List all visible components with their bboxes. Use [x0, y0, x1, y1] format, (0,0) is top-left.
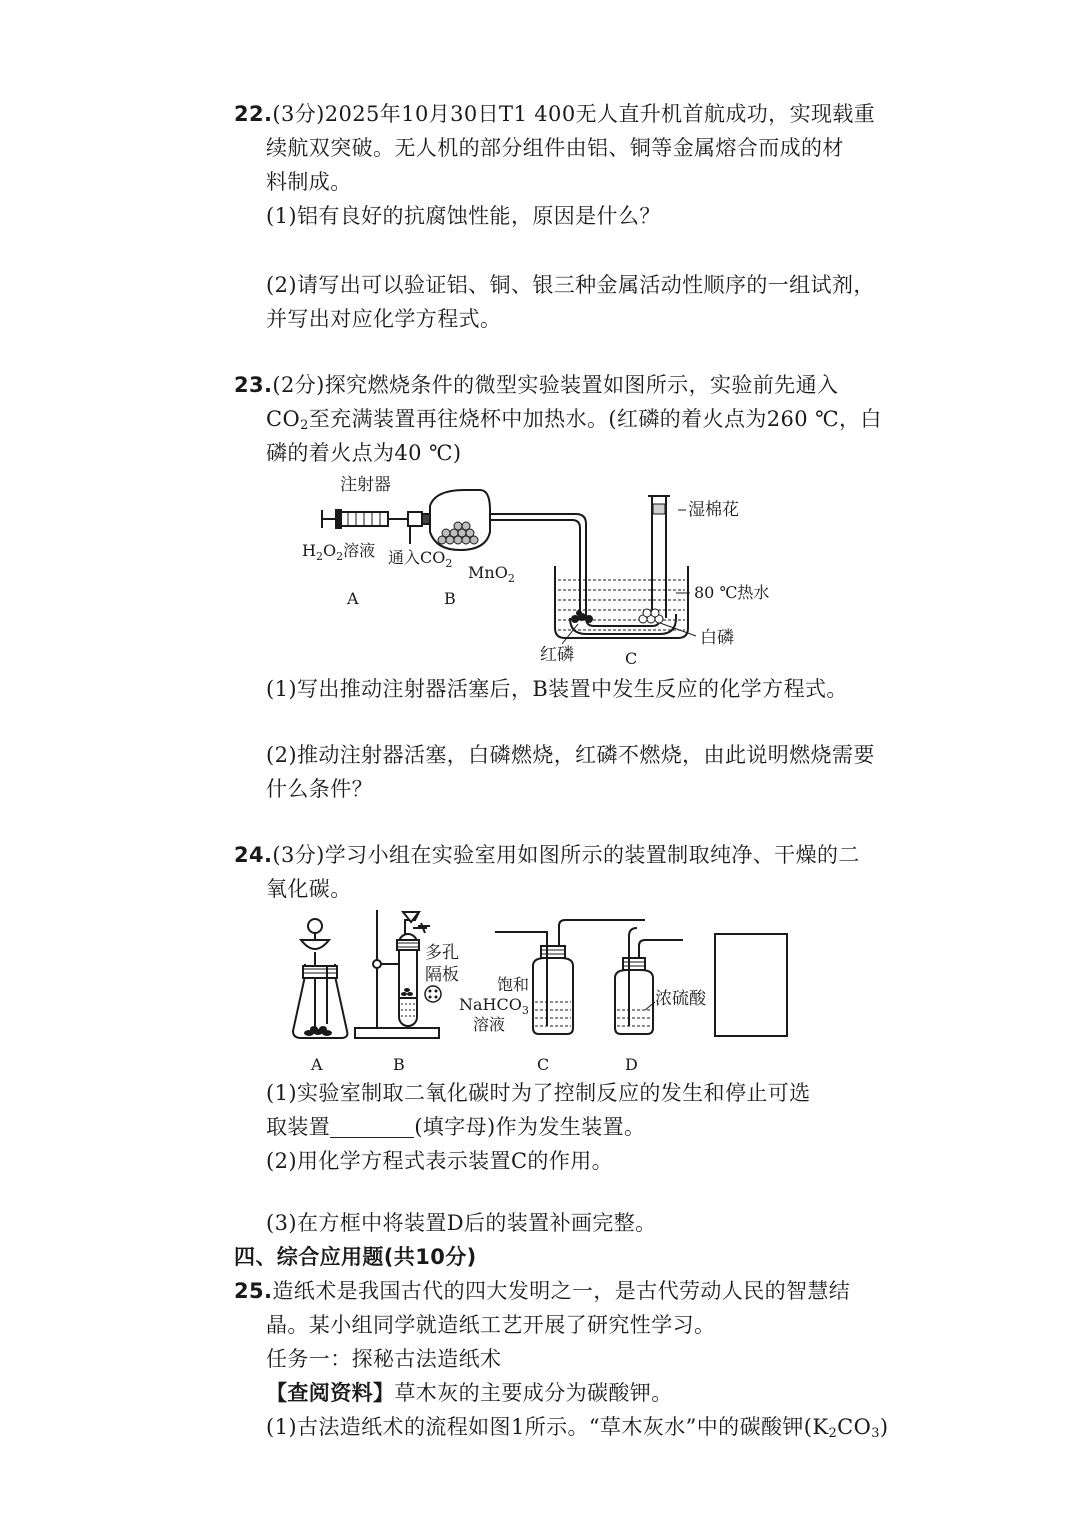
q25-part-1: [266, 1410, 889, 1451]
hot-water-label: 80 ℃热水: [694, 583, 770, 602]
q24-score: (3分): [272, 843, 325, 867]
q25-stem-line-1: [234, 1274, 850, 1308]
q23-stem-line-1: [234, 368, 838, 402]
q25-task-1: 任务一：探秘古法造纸术: [266, 1347, 502, 1371]
mno2-label: MnO$_2$: [468, 563, 515, 585]
q23-stem-text-2: 至充满装置再往烧杯中加热水。(红磷的着火点为260 ℃，白: [308, 407, 882, 431]
q25-part-1-text-a: (1)古法造纸术的流程如图1所示。“草木灰水”中的碳酸钾(K: [266, 1415, 829, 1439]
q22-part-1: (1)铝有良好的抗腐蚀性能，原因是什么？: [266, 204, 661, 228]
saturated-label-2: NaHCO$_3$: [459, 995, 529, 1017]
q23-number: 23.: [234, 373, 273, 397]
q22-score: (3分): [272, 102, 325, 126]
q22-stem-line-3: 料制成。: [266, 170, 352, 194]
co3-subscript: 3: [871, 1426, 880, 1441]
ref-text: 草木灰的主要成分为碳酸钾。: [394, 1381, 673, 1405]
label-c: C: [537, 1055, 550, 1074]
q22-part-2-line-2: 并写出对应化学方程式。: [266, 307, 502, 331]
white-phosphorus-label: 白磷: [700, 628, 734, 648]
figure-label-b: B: [444, 589, 456, 608]
porous-label-2: 隔板: [425, 965, 459, 985]
q24-stem-text-1: 学习小组在实验室用如图所示的装置制取纯净、干燥的二: [324, 843, 860, 867]
answer-blank[interactable]: [330, 1115, 414, 1138]
figure-label-a: A: [347, 589, 359, 608]
red-phosphorus-icon: [571, 610, 593, 623]
q22-stem-line-2: 续航双突破。无人机的部分组件由铝、铜等金属熔合而成的材: [266, 136, 844, 160]
marble-chips-a: [304, 1026, 332, 1036]
label-a: A: [311, 1055, 323, 1074]
q24-stem-line-1: [234, 838, 860, 872]
red-phosphorus-label: 红磷: [540, 645, 574, 665]
label-d: D: [625, 1055, 638, 1074]
figure-label-c: C: [625, 649, 638, 668]
porous-label-1: 多孔: [425, 943, 459, 963]
drawing-answer-box[interactable]: [715, 934, 787, 1036]
porous-plate-zoom-icon: [425, 986, 441, 1002]
q23-part-1: (1)写出推动注射器活塞后，B装置中发生反应的化学方程式。: [266, 677, 848, 701]
q25-number: 25.: [234, 1279, 273, 1303]
connector-tube: [408, 512, 430, 544]
label-b: B: [393, 1055, 405, 1074]
q24-part-1-line-1: (1)实验室制取二氧化碳时为了控制反应的发生和停止可选: [266, 1081, 811, 1105]
q24-part-3: (3)在方框中将装置D后的装置补画完整。: [266, 1211, 657, 1235]
section-4-heading: 四、综合应用题(共10分): [234, 1245, 477, 1269]
q23-part-2-line-2: 什么条件？: [266, 777, 373, 801]
q24-stem-line-2: 氧化碳。: [266, 877, 352, 901]
q22-stem-line-1: [234, 97, 875, 131]
apparatus-a-icon: [293, 919, 347, 1038]
q23-stem-text-1: 探究燃烧条件的微型实验装置如图所示，实验前先通入: [324, 373, 839, 397]
q23-figure: [300, 468, 800, 673]
q23-stem-line-3: 磷的着火点为40 ℃): [266, 441, 462, 465]
q24-number: 24.: [234, 843, 273, 867]
co2-subscript: 2: [300, 418, 309, 433]
q25-stem-text-1: 造纸术是我国古代的四大发明之一，是古代劳动人民的智慧结: [272, 1279, 851, 1303]
q25-part-1-text-c: ): [879, 1415, 889, 1439]
co2-inlet-label: 通入$CO_2$: [388, 548, 453, 570]
wet-cotton-label: 湿棉花: [688, 500, 739, 520]
q24-part-1-text-a: 取装置: [266, 1115, 331, 1139]
saturated-label-1: 饱和: [497, 975, 530, 994]
q24-part-1-text-b: (填字母)作为发生装置。: [414, 1115, 646, 1139]
q23-score: (2分): [272, 373, 325, 397]
q24-part-1-line-2: [266, 1110, 645, 1144]
white-phosphorus-icon: [639, 609, 663, 623]
q25-part-1-text-b: CO: [837, 1415, 872, 1439]
wet-cotton-icon: [653, 504, 665, 514]
q23-part-2-line-1: (2)推动注射器活塞，白磷燃烧，红磷不燃烧，由此说明燃烧需要: [266, 743, 875, 767]
q22-number: 22.: [234, 102, 273, 126]
q22-part-2-line-1: (2)请写出可以验证铝、铜、银三种金属活动性顺序的一组试剂，: [266, 273, 875, 297]
q24-figure: [285, 906, 800, 1076]
saturated-label-3: 溶液: [473, 1015, 506, 1034]
syringe-icon: [322, 510, 410, 528]
k2-subscript: 2: [828, 1426, 838, 1441]
q25-reference: [266, 1376, 673, 1410]
h2o2-label: $H_2O_2$溶液: [302, 541, 376, 563]
q22-stem-text-1: 2025年10月30日T1 400无人直升机首航成功，实现载重: [324, 102, 876, 126]
q24-part-2: (2)用化学方程式表示装置C的作用。: [266, 1149, 614, 1173]
syringe-label: 注射器: [340, 475, 391, 495]
q25-stem-line-2: 晶。某小组同学就造纸工艺开展了研究性学习。: [266, 1313, 716, 1337]
ref-label: 【查阅资料】: [266, 1381, 395, 1405]
conc-sulfuric-label: 浓硫酸: [655, 989, 706, 1009]
co2-text: CO: [266, 407, 301, 431]
